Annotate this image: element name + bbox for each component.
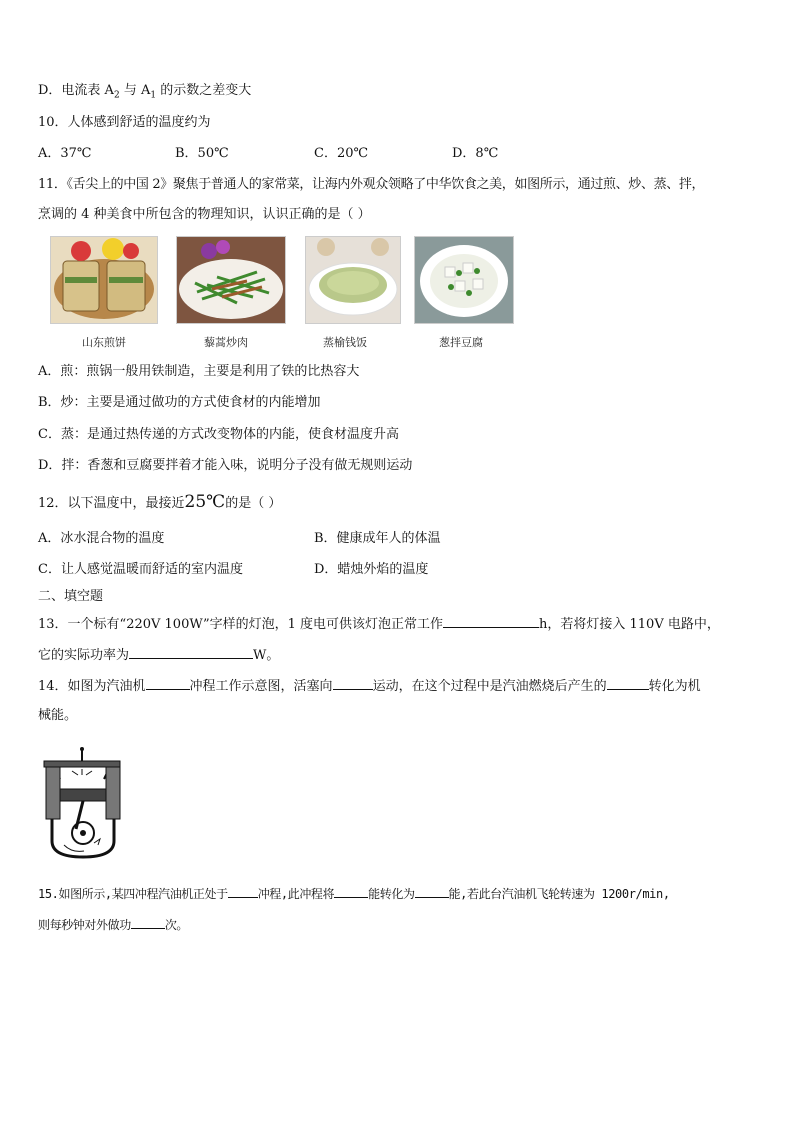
q13-blank-hours[interactable] [443,614,539,628]
caption-stir-fry: 藜蒿炒肉 [204,336,248,349]
q15-line1: 15.如图所示,某四冲程汽油机正处于 冲程,此冲程将 能转化为 能,若此台汽油机飞轮转速为 1200r/min, [38,884,670,903]
q14-blank-direction[interactable] [333,676,373,690]
q13-blank-power[interactable] [129,645,253,659]
q11-option-c: C．蒸：是通过热传递的方式改变物体的内能，使食材温度升高 [38,427,399,442]
q14-blank-energy[interactable] [607,676,649,690]
q15-line2: 则每秒钟对外做功 次。 [38,915,188,934]
q11-stem-line2: 烹调的 4 种美食中所包含的物理知识，认识正确的是（ ） [38,207,371,222]
q12-option-d: D．蜡烛外焰的温度 [314,562,429,577]
q9-option-d: D．电流表 $A_2$ 与 $A_1$ 的示数之差变大 [38,83,252,101]
caption-jianbing: 山东煎饼 [82,336,126,349]
q11-option-b: B．炒：主要是通过做功的方式使食材的内能增加 [38,395,321,410]
q13-line2: 它的实际功率为 W。 [38,645,279,665]
q10-option-c: C．20℃ [314,146,369,161]
q10-stem: 10．人体感到舒适的温度约为 [38,115,211,130]
q14-line1: 14．如图为汽油机 冲程工作示意图，活塞向 运动，在这个过程中是汽油燃烧后产生的 转化为机 [38,676,701,696]
q11-option-d: D．拌：香葱和豆腐要拌着才能入味，说明分子没有做无规则运动 [38,458,413,473]
section-heading: 二、填空题 [38,589,104,604]
caption-tofu: 葱拌豆腐 [439,336,483,349]
q15-blank-energy-from[interactable] [334,884,368,898]
q15-blank-energy-to[interactable] [415,884,449,898]
q14-blank-stroke[interactable] [146,676,190,690]
q10-option-a: A．37℃ [38,146,92,161]
q15-blank-times[interactable] [131,915,165,929]
engine-diagram [42,745,124,865]
photo-stir-fry [176,236,286,324]
q11-option-a: A．煎：煎锅一般用铁制造，主要是利用了铁的比热容大 [38,364,360,379]
q12-option-c: C．让人感觉温暖而舒适的室内温度 [38,562,243,577]
q13-line1: 13．一个标有“220V 100W”字样的灯泡，1 度电可供该灯泡正常工作 h，若将灯接入 110V 电路中， [38,614,720,634]
q10-option-d: D．8℃ [452,146,499,161]
q12-option-b: B．健康成年人的体温 [314,531,441,546]
q11-stem-line1: 11．《舌尖上的中国 2》聚焦于普通人的家常菜，让海内外观众领略了中华饮食之美，如图所示，通过煎、炒、蒸、拌， [38,177,705,192]
q15-blank-stroke[interactable] [228,884,258,898]
q12-option-a: A．冰水混合物的温度 [38,531,165,546]
photo-tofu [414,236,514,324]
photo-jianbing [50,236,158,324]
photo-steamed-rice [305,236,401,324]
caption-steamed-rice: 蒸榆钱饭 [323,336,367,349]
q12-stem: 12．以下温度中，最接近25℃的是（ ） [38,492,282,512]
q10-option-b: B．50℃ [175,146,229,161]
q14-line2: 械能。 [38,708,78,723]
